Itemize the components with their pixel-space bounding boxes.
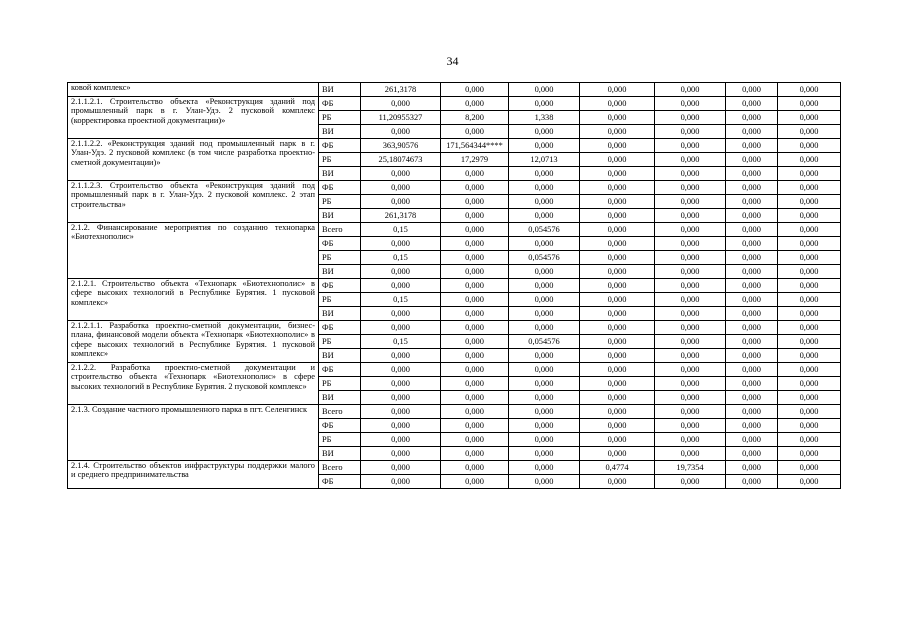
- amount-cell: 0,000: [726, 195, 778, 209]
- amount-cell: 0,000: [361, 279, 441, 293]
- amount-cell: 0,000: [509, 167, 580, 181]
- amount-cell: 0,000: [778, 405, 841, 419]
- amount-cell: 0,000: [441, 125, 509, 139]
- amount-cell: 0,000: [441, 335, 509, 349]
- funding-source: ВИ: [319, 307, 361, 321]
- amount-cell: 0,000: [655, 447, 726, 461]
- funding-source: РБ: [319, 111, 361, 125]
- amount-cell: 0,000: [778, 433, 841, 447]
- amount-cell: 0,000: [580, 209, 655, 223]
- amount-cell: 0,000: [580, 251, 655, 265]
- activity-description: ковой комплекс»: [68, 83, 319, 97]
- amount-cell: 0,000: [726, 321, 778, 335]
- activity-description: 2.1.2.1. Строительство объекта «Технопарк «Биотехнополис» в сфере высоких технологий в Республике Бурятия. 1 пусковой комплекс»: [68, 279, 319, 321]
- amount-cell: 0,000: [655, 405, 726, 419]
- amount-cell: 0,000: [580, 349, 655, 363]
- amount-cell: 0,000: [580, 83, 655, 97]
- amount-cell: 0,000: [778, 195, 841, 209]
- amount-cell: 0,000: [580, 293, 655, 307]
- amount-cell: 0,054576: [509, 251, 580, 265]
- funding-source: ВИ: [319, 125, 361, 139]
- amount-cell: 0,000: [778, 251, 841, 265]
- amount-cell: 0,000: [441, 83, 509, 97]
- amount-cell: 0,000: [580, 419, 655, 433]
- amount-cell: 0,000: [580, 363, 655, 377]
- funding-source: РБ: [319, 195, 361, 209]
- amount-cell: 0,000: [509, 363, 580, 377]
- amount-cell: 0,000: [580, 181, 655, 195]
- amount-cell: 0,15: [361, 335, 441, 349]
- amount-cell: 0,000: [778, 321, 841, 335]
- amount-cell: 8,200: [441, 111, 509, 125]
- funding-source: ВИ: [319, 349, 361, 363]
- funding-source: РБ: [319, 377, 361, 391]
- amount-cell: 0,000: [655, 363, 726, 377]
- amount-cell: 0,000: [778, 167, 841, 181]
- amount-cell: 0,000: [726, 307, 778, 321]
- amount-cell: 0,000: [441, 251, 509, 265]
- amount-cell: 0,000: [509, 321, 580, 335]
- funding-source: Всего: [319, 223, 361, 237]
- amount-cell: 0,000: [441, 195, 509, 209]
- amount-cell: 0,000: [361, 181, 441, 195]
- amount-cell: 0,000: [726, 279, 778, 293]
- amount-cell: 0,000: [509, 377, 580, 391]
- funding-source: ВИ: [319, 391, 361, 405]
- amount-cell: 0,000: [655, 391, 726, 405]
- amount-cell: 0,000: [580, 405, 655, 419]
- amount-cell: 0,000: [778, 111, 841, 125]
- amount-cell: 0,000: [655, 139, 726, 153]
- amount-cell: 0,000: [726, 139, 778, 153]
- amount-cell: 0,000: [580, 279, 655, 293]
- amount-cell: 0,000: [509, 307, 580, 321]
- amount-cell: 0,000: [580, 433, 655, 447]
- amount-cell: 0,000: [441, 181, 509, 195]
- amount-cell: 0,000: [441, 405, 509, 419]
- amount-cell: 0,000: [509, 349, 580, 363]
- amount-cell: 0,000: [778, 279, 841, 293]
- amount-cell: 171,564344****: [441, 139, 509, 153]
- amount-cell: 0,000: [441, 307, 509, 321]
- table-row: [68, 321, 841, 335]
- amount-cell: 0,000: [509, 139, 580, 153]
- amount-cell: 0,000: [441, 167, 509, 181]
- table-row: [68, 97, 841, 111]
- amount-cell: 0,000: [655, 265, 726, 279]
- amount-cell: 0,000: [726, 265, 778, 279]
- amount-cell: 0,000: [655, 97, 726, 111]
- amount-cell: 0,000: [778, 461, 841, 475]
- amount-cell: 0,000: [509, 209, 580, 223]
- table-row: [68, 405, 841, 419]
- amount-cell: 0,000: [441, 447, 509, 461]
- amount-cell: 0,000: [778, 349, 841, 363]
- amount-cell: 0,000: [580, 195, 655, 209]
- amount-cell: 0,000: [361, 237, 441, 251]
- activity-description: 2.1.2. Финансирование мероприятия по созданию технопарка «Биотехнополис»: [68, 223, 319, 279]
- amount-cell: 0,000: [778, 293, 841, 307]
- amount-cell: 0,000: [655, 83, 726, 97]
- amount-cell: 0,000: [655, 335, 726, 349]
- amount-cell: 0,000: [726, 97, 778, 111]
- amount-cell: 0,000: [726, 377, 778, 391]
- amount-cell: 0,000: [361, 391, 441, 405]
- page-number: 34: [446, 54, 459, 68]
- amount-cell: 0,000: [778, 153, 841, 167]
- amount-cell: 19,7354: [655, 461, 726, 475]
- amount-cell: 0,000: [726, 209, 778, 223]
- funding-table: [67, 82, 841, 489]
- amount-cell: 0,000: [726, 251, 778, 265]
- amount-cell: 0,000: [509, 279, 580, 293]
- amount-cell: 0,000: [655, 377, 726, 391]
- amount-cell: 0,000: [361, 433, 441, 447]
- funding-source: ФБ: [319, 181, 361, 195]
- amount-cell: 0,000: [655, 433, 726, 447]
- amount-cell: 0,000: [726, 153, 778, 167]
- amount-cell: 0,000: [361, 167, 441, 181]
- amount-cell: 0,000: [361, 447, 441, 461]
- amount-cell: 0,000: [778, 419, 841, 433]
- amount-cell: 0,000: [655, 125, 726, 139]
- amount-cell: 0,000: [509, 181, 580, 195]
- funding-source: РБ: [319, 433, 361, 447]
- table-row: [68, 363, 841, 377]
- amount-cell: 0,000: [580, 265, 655, 279]
- funding-source: Всего: [319, 461, 361, 475]
- amount-cell: 0,000: [441, 433, 509, 447]
- amount-cell: 0,000: [655, 349, 726, 363]
- amount-cell: 0,000: [509, 293, 580, 307]
- amount-cell: 0,000: [441, 475, 509, 489]
- amount-cell: 0,000: [441, 237, 509, 251]
- amount-cell: 0,000: [580, 237, 655, 251]
- amount-cell: 0,000: [655, 167, 726, 181]
- amount-cell: 0,000: [726, 363, 778, 377]
- amount-cell: 0,000: [509, 447, 580, 461]
- funding-source: ФБ: [319, 237, 361, 251]
- amount-cell: 363,90576: [361, 139, 441, 153]
- amount-cell: 0,000: [441, 223, 509, 237]
- amount-cell: 0,000: [509, 195, 580, 209]
- amount-cell: 0,000: [655, 181, 726, 195]
- amount-cell: 0,000: [580, 447, 655, 461]
- amount-cell: 0,000: [509, 97, 580, 111]
- activity-description: 2.1.2.1.1. Разработка проектно-сметной документации, бизнес-плана, финансовой модели объекта «Технопарк «Биотехнополис» в сфере высоких технологий в Республике Бурятия. 1 пусковой комплекс»: [68, 321, 319, 363]
- amount-cell: 0,000: [441, 321, 509, 335]
- amount-cell: 0,000: [726, 125, 778, 139]
- amount-cell: 0,000: [509, 125, 580, 139]
- amount-cell: 0,000: [726, 405, 778, 419]
- amount-cell: 0,000: [441, 209, 509, 223]
- funding-source: ФБ: [319, 363, 361, 377]
- table-row: [68, 181, 841, 195]
- amount-cell: 0,000: [509, 83, 580, 97]
- amount-cell: 0,000: [361, 125, 441, 139]
- amount-cell: 0,000: [778, 139, 841, 153]
- amount-cell: 12,0713: [509, 153, 580, 167]
- amount-cell: 0,000: [655, 209, 726, 223]
- amount-cell: 0,000: [778, 377, 841, 391]
- amount-cell: 0,000: [655, 111, 726, 125]
- amount-cell: 0,000: [726, 83, 778, 97]
- funding-source: ФБ: [319, 321, 361, 335]
- table-row: [68, 83, 841, 97]
- funding-source: РБ: [319, 153, 361, 167]
- funding-source: ФБ: [319, 139, 361, 153]
- amount-cell: 0,000: [778, 223, 841, 237]
- amount-cell: 0,000: [655, 307, 726, 321]
- amount-cell: 0,000: [726, 181, 778, 195]
- amount-cell: 0,000: [580, 307, 655, 321]
- amount-cell: 0,000: [655, 237, 726, 251]
- amount-cell: 0,000: [509, 391, 580, 405]
- amount-cell: 0,000: [441, 349, 509, 363]
- amount-cell: 0,000: [441, 279, 509, 293]
- amount-cell: 0,000: [726, 237, 778, 251]
- amount-cell: 0,000: [655, 195, 726, 209]
- activity-description: 2.1.1.2.2. «Реконструкция зданий под промышленный парк в г. Улан-Удэ. 2 пусковой комплекс (в том числе разработка проектно-сметной документации)»: [68, 139, 319, 181]
- activity-description: 2.1.4. Строительство объектов инфраструктуры поддержки малого и среднего предпринимательства: [68, 461, 319, 489]
- funding-source: ВИ: [319, 83, 361, 97]
- amount-cell: 0,000: [361, 377, 441, 391]
- amount-cell: 0,000: [778, 97, 841, 111]
- amount-cell: 0,000: [441, 461, 509, 475]
- amount-cell: 0,000: [655, 293, 726, 307]
- amount-cell: 0,000: [441, 97, 509, 111]
- amount-cell: 0,000: [441, 293, 509, 307]
- amount-cell: 0,000: [361, 475, 441, 489]
- amount-cell: 0,000: [441, 363, 509, 377]
- funding-source: РБ: [319, 251, 361, 265]
- amount-cell: 0,000: [580, 321, 655, 335]
- amount-cell: 0,000: [655, 251, 726, 265]
- table-row: [68, 223, 841, 237]
- amount-cell: 0,054576: [509, 335, 580, 349]
- amount-cell: 0,000: [509, 475, 580, 489]
- amount-cell: 0,000: [580, 153, 655, 167]
- funding-source: ФБ: [319, 97, 361, 111]
- amount-cell: 1,338: [509, 111, 580, 125]
- amount-cell: 0,000: [726, 111, 778, 125]
- amount-cell: 0,000: [726, 223, 778, 237]
- amount-cell: 0,000: [778, 181, 841, 195]
- funding-source: ФБ: [319, 419, 361, 433]
- amount-cell: 0,000: [509, 265, 580, 279]
- amount-cell: 0,000: [361, 419, 441, 433]
- amount-cell: 0,000: [726, 447, 778, 461]
- amount-cell: 0,000: [441, 419, 509, 433]
- amount-cell: 0,000: [726, 419, 778, 433]
- amount-cell: 0,000: [580, 167, 655, 181]
- amount-cell: 0,000: [441, 265, 509, 279]
- amount-cell: 0,000: [726, 461, 778, 475]
- activity-description: 2.1.1.2.3. Строительство объекта «Реконструкция зданий под промышленный парк в г. Улан-Удэ. 2 пусковой комплекс. 2 этап строительства»: [68, 181, 319, 223]
- amount-cell: 0,000: [361, 461, 441, 475]
- amount-cell: 0,15: [361, 223, 441, 237]
- amount-cell: 0,000: [726, 391, 778, 405]
- amount-cell: 0,000: [361, 405, 441, 419]
- funding-source: ВИ: [319, 265, 361, 279]
- activity-description: 2.1.1.2.1. Строительство объекта «Реконструкция зданий под промышленный парк в г. Улан-Удэ. 2 пусковой комплекс (корректировка проектной документации)»: [68, 97, 319, 139]
- funding-source: ВИ: [319, 167, 361, 181]
- amount-cell: 0,000: [778, 447, 841, 461]
- amount-cell: 0,15: [361, 293, 441, 307]
- amount-cell: 0,000: [655, 279, 726, 293]
- amount-cell: 0,000: [580, 223, 655, 237]
- amount-cell: 0,000: [778, 125, 841, 139]
- amount-cell: 0,000: [778, 475, 841, 489]
- amount-cell: 0,054576: [509, 223, 580, 237]
- amount-cell: 0,000: [580, 475, 655, 489]
- funding-source: ВИ: [319, 209, 361, 223]
- amount-cell: 0,000: [778, 363, 841, 377]
- amount-cell: 0,000: [361, 321, 441, 335]
- amount-cell: 0,4774: [580, 461, 655, 475]
- amount-cell: 11,20955327: [361, 111, 441, 125]
- amount-cell: 0,000: [778, 209, 841, 223]
- amount-cell: 0,000: [778, 265, 841, 279]
- amount-cell: 261,3178: [361, 209, 441, 223]
- amount-cell: 0,000: [361, 195, 441, 209]
- amount-cell: 0,000: [655, 321, 726, 335]
- amount-cell: 0,000: [580, 111, 655, 125]
- amount-cell: 0,000: [509, 433, 580, 447]
- amount-cell: 0,000: [726, 335, 778, 349]
- amount-cell: 0,000: [580, 139, 655, 153]
- amount-cell: 0,000: [441, 391, 509, 405]
- activity-description: 2.1.3. Создание частного промышленного парка в пгт. Селенгинск: [68, 405, 319, 461]
- amount-cell: 25,18074673: [361, 153, 441, 167]
- amount-cell: 0,000: [361, 363, 441, 377]
- amount-cell: 0,000: [655, 153, 726, 167]
- amount-cell: 0,000: [441, 377, 509, 391]
- amount-cell: 0,15: [361, 251, 441, 265]
- amount-cell: 0,000: [580, 97, 655, 111]
- amount-cell: 0,000: [778, 391, 841, 405]
- funding-source: РБ: [319, 335, 361, 349]
- funding-source: ФБ: [319, 475, 361, 489]
- amount-cell: 0,000: [726, 293, 778, 307]
- amount-cell: 0,000: [580, 391, 655, 405]
- amount-cell: 0,000: [580, 335, 655, 349]
- funding-source: ФБ: [319, 279, 361, 293]
- funding-source: РБ: [319, 293, 361, 307]
- amount-cell: 0,000: [778, 237, 841, 251]
- amount-cell: 0,000: [361, 349, 441, 363]
- activity-description: 2.1.2.2. Разработка проектно-сметной документации и строительство объекта «Технопарк «Биотехнополис» в сфере высоких технологий в Республике Бурятия. 2 пусковой комплекс»: [68, 363, 319, 405]
- amount-cell: 0,000: [580, 377, 655, 391]
- amount-cell: 0,000: [726, 475, 778, 489]
- amount-cell: 0,000: [726, 433, 778, 447]
- amount-cell: 0,000: [509, 461, 580, 475]
- amount-cell: 0,000: [361, 307, 441, 321]
- amount-cell: 0,000: [361, 265, 441, 279]
- amount-cell: 0,000: [778, 83, 841, 97]
- funding-source: ВИ: [319, 447, 361, 461]
- amount-cell: 0,000: [726, 167, 778, 181]
- amount-cell: 0,000: [361, 97, 441, 111]
- amount-cell: 0,000: [509, 405, 580, 419]
- amount-cell: 0,000: [726, 349, 778, 363]
- table-row: [68, 279, 841, 293]
- amount-cell: 0,000: [778, 335, 841, 349]
- table-row: [68, 139, 841, 153]
- table-row: [68, 461, 841, 475]
- amount-cell: 0,000: [655, 223, 726, 237]
- amount-cell: 17,2979: [441, 153, 509, 167]
- amount-cell: 0,000: [509, 237, 580, 251]
- amount-cell: 0,000: [580, 125, 655, 139]
- amount-cell: 0,000: [655, 475, 726, 489]
- funding-source: Всего: [319, 405, 361, 419]
- amount-cell: 261,3178: [361, 83, 441, 97]
- amount-cell: 0,000: [655, 419, 726, 433]
- amount-cell: 0,000: [509, 419, 580, 433]
- amount-cell: 0,000: [778, 307, 841, 321]
